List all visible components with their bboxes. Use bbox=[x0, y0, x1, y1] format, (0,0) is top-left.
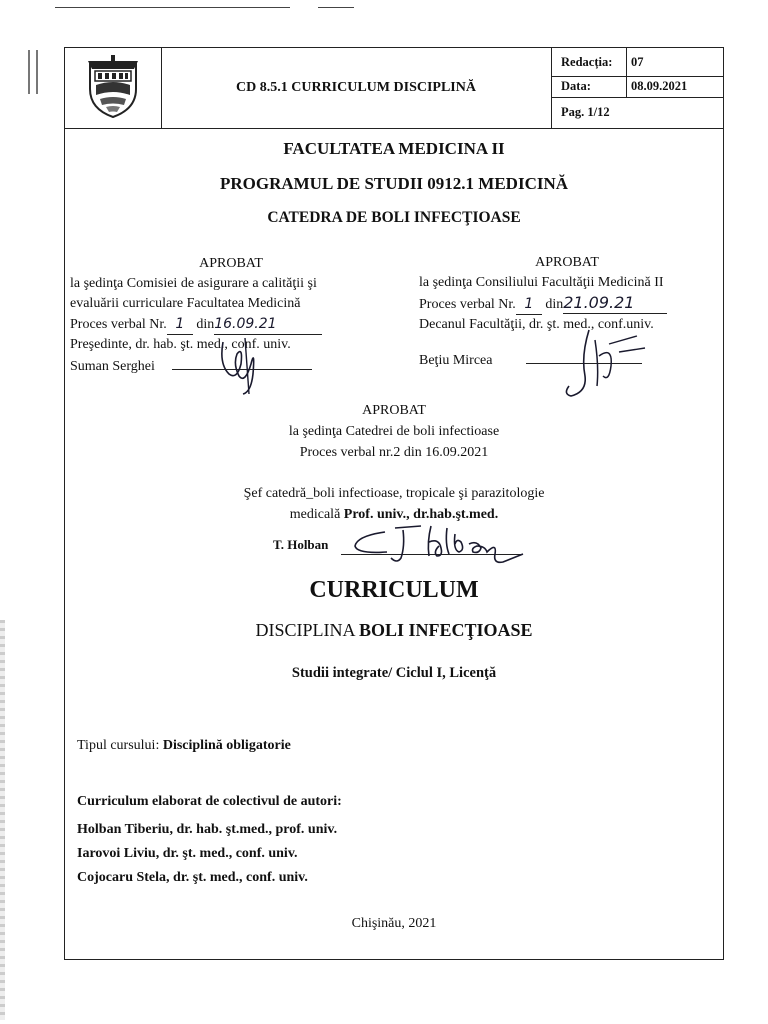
program-heading: PROGRAMUL DE STUDII 0912.1 MEDICINĂ bbox=[219, 174, 569, 193]
approval-block-department bbox=[65, 400, 723, 463]
approval-title: APROBAT bbox=[199, 256, 263, 271]
approval-role: Decanul Facultăţii, dr. şt. med., conf.univ. bbox=[419, 317, 654, 332]
department-heading: CATEDRA DE BOLI INFECŢIOASE bbox=[267, 209, 521, 226]
approval-signatory: Beţiu Mircea bbox=[419, 349, 724, 371]
approval-title: APROBAT bbox=[362, 403, 426, 418]
authors-heading: Curriculum elaborat de colectivul de autori: bbox=[77, 794, 342, 809]
meta-label: Data: bbox=[551, 76, 627, 97]
author-item: Cojocaru Stela, dr. şt. med., conf. univ. bbox=[77, 870, 308, 885]
handwritten-number: 1 bbox=[516, 294, 542, 315]
document-meta-table bbox=[551, 48, 723, 128]
handwritten-date: 21.09.21 bbox=[563, 293, 667, 314]
meta-row-data bbox=[551, 76, 723, 98]
handwritten-date: 16.09.21 bbox=[214, 314, 322, 335]
head-line: Şef catedră_boli infectioase, tropicale şi parazitologie bbox=[243, 486, 545, 501]
scan-artifact-line bbox=[318, 7, 354, 8]
studies-cycle: Studii integrate/ Ciclul I, Licenţă bbox=[291, 665, 497, 681]
document-code-title: CD 8.5.1 CURRICULUM DISCIPLINĂ bbox=[161, 48, 552, 128]
approval-role: Preşedinte, dr. hab. şt. med., conf. univ. bbox=[70, 337, 291, 352]
approval-signatory: Suman Serghei bbox=[70, 355, 400, 377]
meta-value: 07 bbox=[631, 54, 644, 69]
signature-line bbox=[172, 355, 312, 370]
head-of-department bbox=[65, 483, 723, 525]
document-header bbox=[65, 48, 723, 129]
approval-block-council bbox=[419, 253, 724, 371]
approval-line: evaluării curriculare Facultatea Medicină bbox=[70, 296, 301, 311]
meta-row-page bbox=[551, 97, 723, 128]
scan-artifact-line bbox=[55, 7, 290, 8]
meta-row-redactia bbox=[551, 48, 723, 77]
approval-title: APROBAT bbox=[535, 255, 599, 270]
author-item: Iarovoi Liviu, dr. şt. med., conf. univ. bbox=[77, 846, 298, 861]
meta-value: 08.09.2021 bbox=[631, 79, 688, 93]
city-year: Chişinău, 2021 bbox=[351, 916, 437, 931]
discipline-title: DISCIPLINA BOLI INFECŢIOASE bbox=[255, 620, 533, 640]
signature-line bbox=[526, 349, 642, 364]
author-item: Holban Tiberiu, dr. hab. şt.med., prof. univ. bbox=[77, 822, 338, 837]
university-logo bbox=[65, 48, 162, 128]
approval-line: la şedinţa Consiliului Facultăţii Medicină II bbox=[419, 275, 664, 290]
faculty-heading: FACULTATEA MEDICINA II bbox=[283, 139, 505, 158]
page-number: Pag. 1/12 bbox=[561, 105, 610, 119]
signature-holban bbox=[347, 522, 537, 568]
head-name: T. Holban bbox=[273, 537, 329, 552]
approval-proces-verbal: Proces verbal Nr. 1 din21.09.21 bbox=[419, 293, 724, 315]
head-line: medicală Prof. univ., dr.hab.şt.med. bbox=[289, 507, 499, 522]
document-page bbox=[64, 47, 724, 960]
approval-line: Proces verbal nr.2 din 16.09.2021 bbox=[299, 445, 489, 460]
handwritten-number: 1 bbox=[167, 314, 193, 335]
approval-block-commission bbox=[70, 254, 400, 377]
authors-block bbox=[77, 790, 342, 890]
course-type: Tipul cursului: Disciplină obligatorie bbox=[77, 738, 291, 753]
crest-icon bbox=[84, 55, 142, 121]
curriculum-title: CURRICULUM bbox=[309, 577, 479, 603]
approval-line: la şedinţa Catedrei de boli infectioase bbox=[288, 424, 500, 439]
scan-artifact-edge bbox=[0, 620, 5, 1020]
approval-proces-verbal: Proces verbal Nr. 1 din16.09.21 bbox=[70, 314, 400, 335]
scan-artifact-marks bbox=[28, 50, 40, 94]
meta-label: Redacția: bbox=[551, 48, 627, 76]
approval-line: la şedinţa Comisiei de asigurare a calităţii şi bbox=[70, 276, 317, 291]
signature-line bbox=[341, 554, 521, 555]
